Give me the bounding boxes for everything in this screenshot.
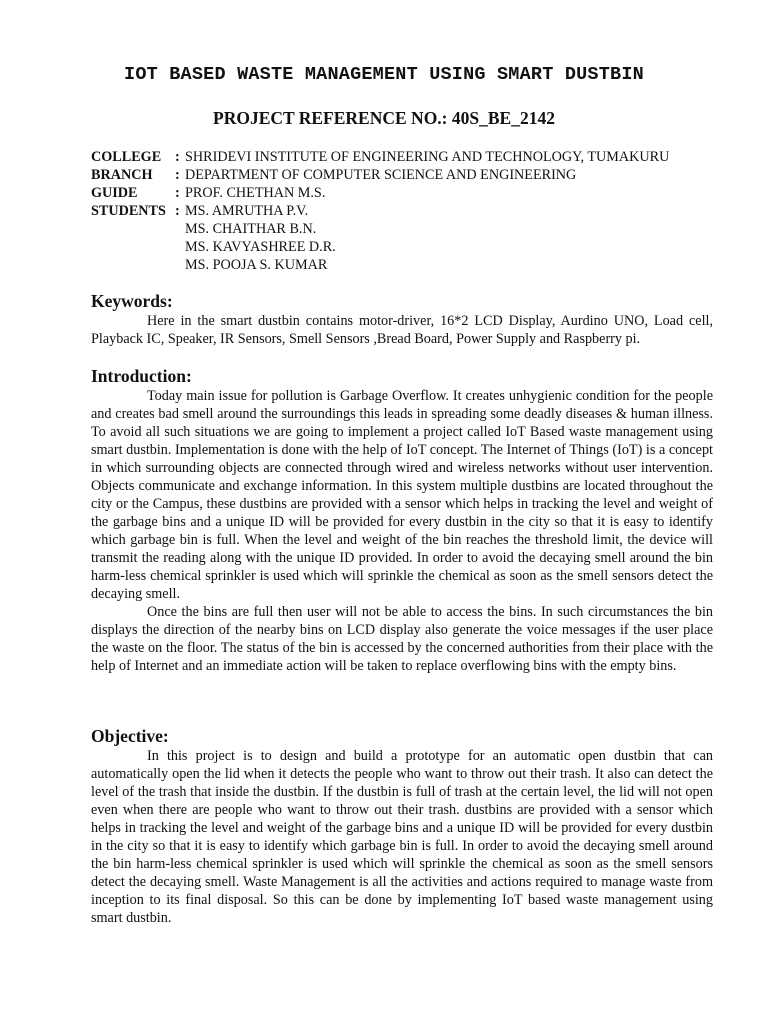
meta-branch-key: BRANCH — [91, 167, 153, 183]
meta-students — [91, 202, 731, 274]
meta-guide — [91, 184, 731, 202]
student-name: MS. KAVYASHREE D.R. — [185, 239, 336, 255]
keywords-section — [91, 290, 713, 348]
student-name: MS. AMRUTHA P.V. — [185, 203, 309, 219]
students-list — [185, 202, 336, 274]
student-name: MS. CHAITHAR B.N. — [185, 221, 317, 237]
objective-section — [91, 725, 713, 927]
meta-college-key: COLLEGE — [91, 149, 162, 165]
objective-heading: Objective: — [91, 726, 169, 746]
introduction-section — [91, 365, 713, 675]
meta-guide-value: PROF. CHETHAN M.S. — [185, 185, 326, 201]
objective-text: In this project is to design and build a prototype for an automatic open dustbin that can automatically open the lid when it detects the people who want to throw out their trash. It also can detect the level of the trash that inside the dustbin. If the dustbin is full of trash at the certain level, the lid will not open even when there are people who want to throw out their trash. dustbins are provided with a sensor which helps in tracking the level and weight of the garbage bins and a unique ID will be provided for every dustbin in the city so that it is easy to identify which garbage bin is full. In order to avoid the decaying smell around the bin harm-less chemical sprinkler is used which will sprinkle the chemical as soon as the smell sensors detect the decaying smell. Waste Management is all the activities and actions required to manage waste from inception to its final disposal. So this can be done by implementing IoT based waste management using smart dustbin. — [91, 748, 713, 926]
meta-students-sep: : — [175, 203, 180, 219]
meta-guide-key: GUIDE — [91, 185, 138, 201]
document-title: IOT BASED WASTE MANAGEMENT USING SMART DUSTBIN — [124, 64, 644, 85]
meta-college-sep: : — [175, 149, 180, 165]
project-reference: PROJECT REFERENCE NO.: 40S_BE_2142 — [213, 108, 555, 128]
introduction-paragraph: Today main issue for pollution is Garbage Overflow. It creates unhygienic condition for the people and creates bad smell around the surroundings this leads in spreading some deadly diseases & human illness. To avoid all such situations we are going to implement a project called IoT Based waste management using smart dustbin. Implementation is done with the help of IoT concept. The Internet of Things (IoT) is a concept in which surrounding objects are connected through wired and wireless networks without user intervention. Objects communicate and exchange information. In this system multiple dustbins are located throughout the city or the Campus, these dustbins are provided with a sensor which helps in tracking the level and weight of the garbage bins and a unique ID will be provided for every dustbin in the city so that it is easy to identify which garbage bin is full. When the level and weight of the bin reaches the threshold limit, the device will transmit the reading along with the unique ID provided. In order to avoid the decaying smell around the bin harm-less chemical sprinkler is used which will sprinkle the chemical as soon as the smell sensors detect the decaying smell. — [91, 388, 713, 602]
meta-branch-sep: : — [175, 167, 180, 183]
meta-guide-sep: : — [175, 185, 180, 201]
meta-branch — [91, 166, 731, 184]
keywords-text: Here in the smart dustbin contains motor-driver, 16*2 LCD Display, Aurdino UNO, Load cell, Playback IC, Speaker, IR Sensors, Smell Sensors ,Bread Board, Power Supply and Raspberry pi. — [91, 313, 713, 347]
project-meta — [91, 148, 731, 274]
student-name: MS. POOJA S. KUMAR — [185, 257, 328, 273]
keywords-heading: Keywords: — [91, 291, 173, 311]
introduction-heading: Introduction: — [91, 366, 192, 386]
meta-college-value: SHRIDEVI INSTITUTE OF ENGINEERING AND TECHNOLOGY, TUMAKURU — [185, 149, 670, 165]
meta-students-key: STUDENTS — [91, 203, 166, 219]
meta-branch-value: DEPARTMENT OF COMPUTER SCIENCE AND ENGINEERING — [185, 167, 577, 183]
introduction-paragraph: Once the bins are full then user will not be able to access the bins. In such circumstances the bin displays the direction of the nearby bins on LCD display also generate the voice messages if the user place the waste on the floor. The status of the bin is accessed by the concerned authorities from their place with the help of Internet and an immediate action will be taken to replace overflowing bins with the empty bins. — [91, 604, 713, 674]
meta-college — [91, 148, 731, 166]
